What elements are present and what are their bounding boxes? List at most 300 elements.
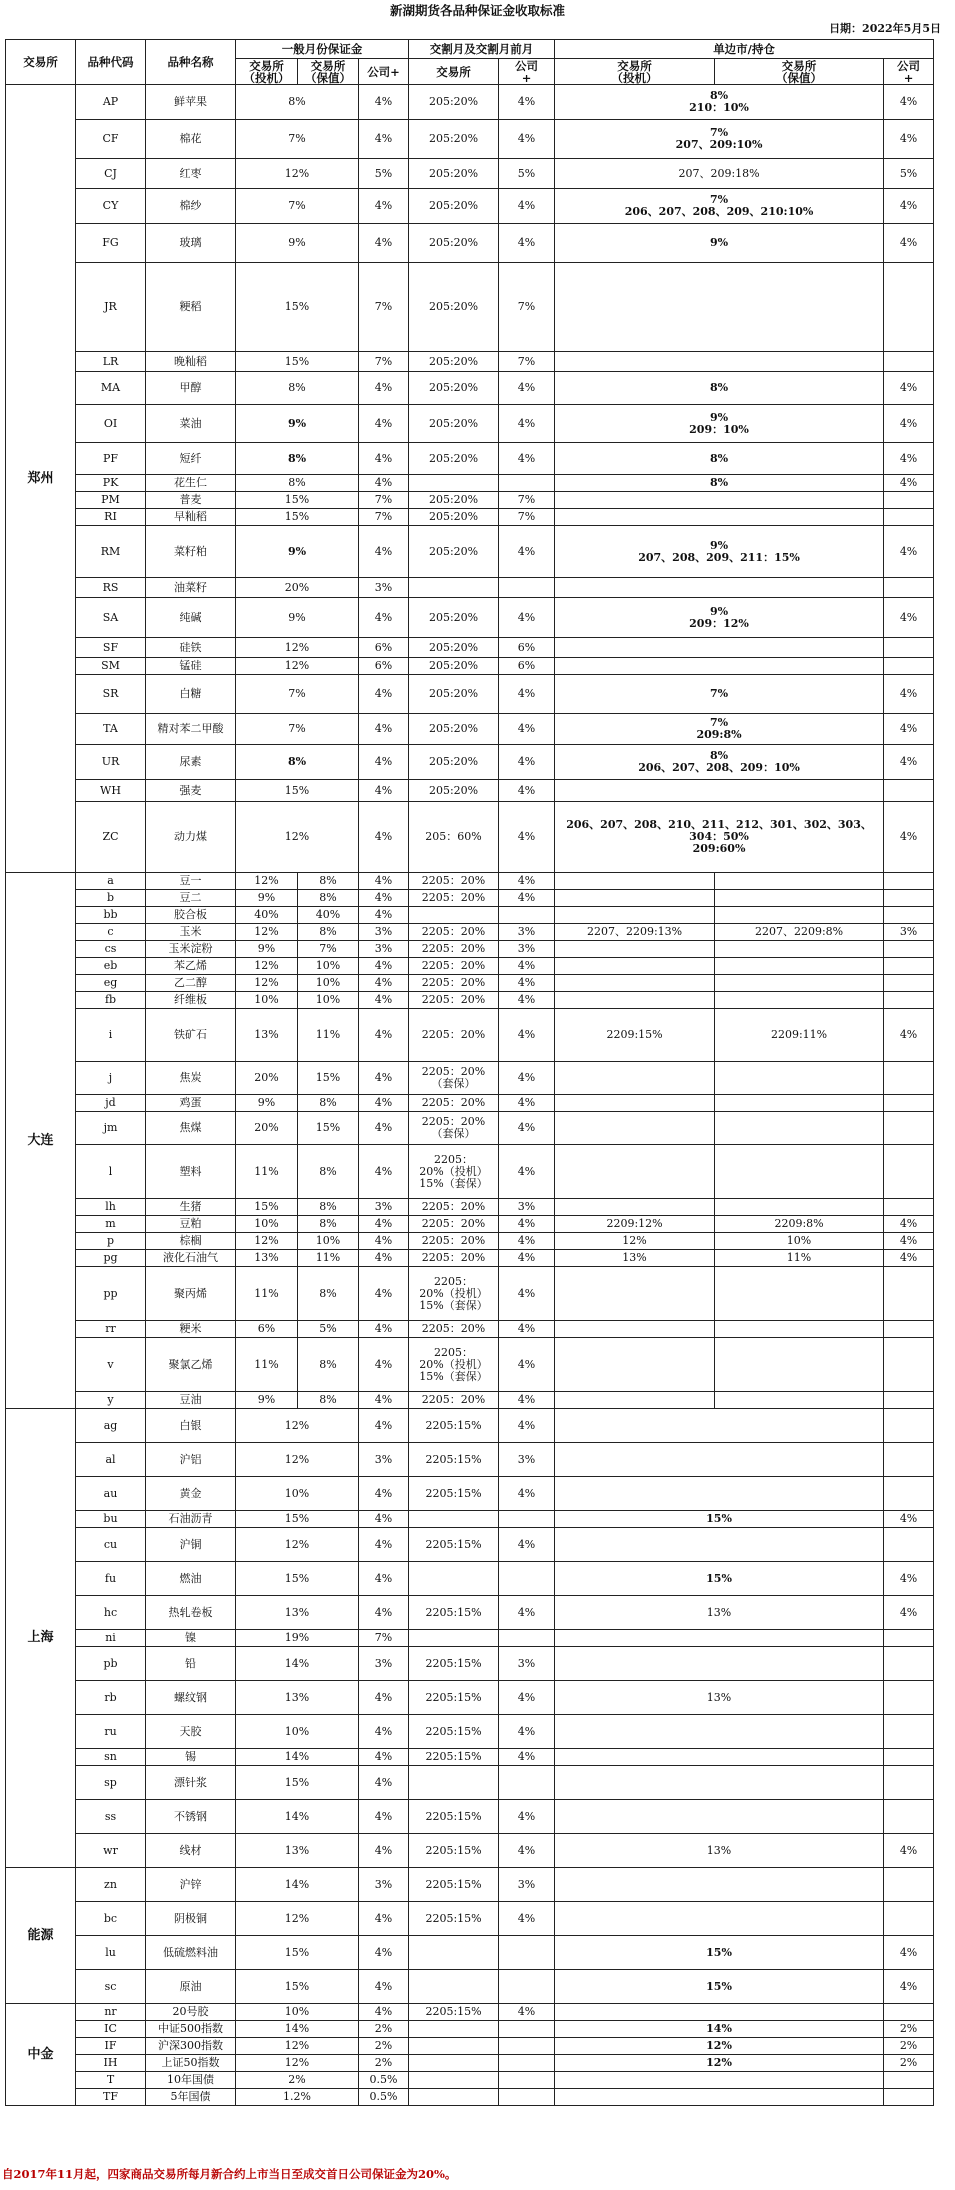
table-row: [6, 1321, 934, 1338]
product-code: pb: [76, 1647, 146, 1681]
delivery-margin: 205:20%: [409, 509, 499, 526]
margin-spec: 12%: [236, 924, 298, 941]
delivery-company-add: 4%: [499, 1800, 555, 1834]
delivery-margin: 2205:15%: [409, 1596, 499, 1630]
delivery-margin: 205:20%: [409, 526, 499, 578]
margin-hedge: 8%: [298, 1145, 359, 1199]
exchange-cell: 能源: [6, 1868, 76, 2004]
product-name: 漂针浆: [146, 1766, 236, 1800]
product-code: IC: [76, 2021, 146, 2038]
delivery-company-add: 7%: [499, 509, 555, 526]
table-row: [6, 1009, 934, 1062]
margin-general: 14%: [236, 2021, 359, 2038]
company-add: 4%: [359, 598, 409, 638]
delivery-company-add: 4%: [499, 675, 555, 714]
product-code: b: [76, 890, 146, 907]
delivery-margin: 205:20%: [409, 658, 499, 675]
single-hedge: 10%: [715, 1233, 884, 1250]
single-company-add: 4%: [884, 372, 934, 405]
table-row: [6, 372, 934, 405]
product-name: 中证500指数: [146, 2021, 236, 2038]
table-row: [6, 509, 934, 526]
table-row: [6, 1477, 934, 1511]
product-name: 油菜籽: [146, 578, 236, 598]
table-row: [6, 638, 934, 658]
product-code: bu: [76, 1511, 146, 1528]
product-code: OI: [76, 405, 146, 443]
table-row: [6, 2038, 934, 2055]
company-add: 3%: [359, 924, 409, 941]
single-company-add: [884, 2089, 934, 2106]
single-hedge: [715, 890, 884, 907]
company-add: 4%: [359, 2004, 409, 2021]
product-name: 纤维板: [146, 992, 236, 1009]
product-code: cs: [76, 941, 146, 958]
delivery-company-add: 4%: [499, 873, 555, 890]
product-code: fu: [76, 1562, 146, 1596]
product-name: 粳米: [146, 1321, 236, 1338]
product-name: 玻璃: [146, 224, 236, 263]
product-code: l: [76, 1145, 146, 1199]
company-add: 4%: [359, 675, 409, 714]
margin-general: 13%: [236, 1834, 359, 1868]
product-code: WH: [76, 780, 146, 802]
header-code: 品种代码: [76, 40, 146, 85]
delivery-company-add: 6%: [499, 658, 555, 675]
margin-hedge: 8%: [298, 1338, 359, 1392]
single-company-add: [884, 907, 934, 924]
exchange-cell: 郑州: [6, 85, 76, 873]
delivery-margin: 205:20%: [409, 372, 499, 405]
product-name: 沪深300指数: [146, 2038, 236, 2055]
margin-general: 13%: [236, 1681, 359, 1715]
delivery-margin: 2205:15%: [409, 1800, 499, 1834]
single-margin: [555, 1868, 884, 1902]
delivery-company-add: [499, 1936, 555, 1970]
single-margin: [555, 352, 884, 372]
margin-general: 8%: [236, 443, 359, 475]
single-margin: 7%: [555, 675, 884, 714]
table-row: [6, 1766, 934, 1800]
table-row: [6, 1443, 934, 1477]
single-hedge: [715, 1338, 884, 1392]
delivery-company-add: 6%: [499, 638, 555, 658]
delivery-margin: 205:20%: [409, 224, 499, 263]
margin-spec: 13%: [236, 1009, 298, 1062]
single-margin: [555, 1902, 884, 1936]
single-company-add: 4%: [884, 1511, 934, 1528]
header-name: 品种名称: [146, 40, 236, 85]
single-hedge: [715, 992, 884, 1009]
company-add: 4%: [359, 1562, 409, 1596]
company-add: 6%: [359, 638, 409, 658]
single-spec: [555, 958, 715, 975]
single-spec: 2207、2209:13%: [555, 924, 715, 941]
delivery-company-add: 4%: [499, 2004, 555, 2021]
delivery-margin: 205:20%: [409, 443, 499, 475]
product-name: 沪铝: [146, 1443, 236, 1477]
delivery-company-add: [499, 2021, 555, 2038]
company-add: 6%: [359, 658, 409, 675]
delivery-company-add: 4%: [499, 1392, 555, 1409]
single-company-add: [884, 1112, 934, 1145]
product-name: 焦炭: [146, 1062, 236, 1095]
company-add: 4%: [359, 475, 409, 492]
table-row: [6, 1630, 934, 1647]
delivery-margin: 205:20%: [409, 159, 499, 189]
product-name: 尿素: [146, 745, 236, 780]
margin-general: 10%: [236, 1715, 359, 1749]
product-name: 短纤: [146, 443, 236, 475]
company-add: 4%: [359, 907, 409, 924]
margin-general: 12%: [236, 638, 359, 658]
margin-general: 14%: [236, 1800, 359, 1834]
table-row: [6, 578, 934, 598]
margin-spec: 10%: [236, 1216, 298, 1233]
delivery-margin: 2205：20%: [409, 975, 499, 992]
table-row: [6, 1868, 934, 1902]
margin-spec: 9%: [236, 890, 298, 907]
product-name: 玉米: [146, 924, 236, 941]
product-code: lh: [76, 1199, 146, 1216]
margin-general: 15%: [236, 780, 359, 802]
product-name: 液化石油气: [146, 1250, 236, 1267]
margin-general: 15%: [236, 1970, 359, 2004]
table-row: [6, 85, 934, 120]
delivery-company-add: [499, 1562, 555, 1596]
margin-general: 15%: [236, 1562, 359, 1596]
header-exchange: 交易所: [6, 40, 76, 85]
delivery-margin: 205:20%: [409, 598, 499, 638]
table-row: [6, 1800, 934, 1834]
product-code: rr: [76, 1321, 146, 1338]
product-code: IH: [76, 2055, 146, 2072]
company-add: 4%: [359, 1970, 409, 2004]
margin-spec: 12%: [236, 1233, 298, 1250]
single-margin: [555, 1477, 884, 1511]
table-row: [6, 714, 934, 745]
single-company-add: [884, 1338, 934, 1392]
delivery-margin: 205:20%: [409, 405, 499, 443]
delivery-company-add: 4%: [499, 890, 555, 907]
product-code: pg: [76, 1250, 146, 1267]
single-margin: 15%: [555, 1936, 884, 1970]
single-hedge: [715, 873, 884, 890]
product-code: wr: [76, 1834, 146, 1868]
single-margin: 9% 209：10%: [555, 405, 884, 443]
product-code: AP: [76, 85, 146, 120]
margin-spec: 13%: [236, 1250, 298, 1267]
delivery-company-add: 3%: [499, 1868, 555, 1902]
single-hedge: [715, 1199, 884, 1216]
delivery-company-add: 4%: [499, 1715, 555, 1749]
single-margin: [555, 1766, 884, 1800]
margin-hedge: 8%: [298, 890, 359, 907]
header-ex-hedge: 交易所 （保值）: [298, 59, 359, 85]
delivery-company-add: 4%: [499, 1145, 555, 1199]
single-company-add: [884, 941, 934, 958]
product-code: CJ: [76, 159, 146, 189]
product-code: IF: [76, 2038, 146, 2055]
single-company-add: 4%: [884, 1970, 934, 2004]
margin-general: 9%: [236, 224, 359, 263]
delivery-margin: [409, 2038, 499, 2055]
delivery-company-add: 3%: [499, 1647, 555, 1681]
table-row: [6, 1902, 934, 1936]
product-code: SR: [76, 675, 146, 714]
table-row: [6, 1145, 934, 1199]
margin-spec: 15%: [236, 1199, 298, 1216]
company-add: 4%: [359, 1902, 409, 1936]
header-company: 公司+: [359, 59, 409, 85]
delivery-company-add: [499, 907, 555, 924]
single-company-add: [884, 1145, 934, 1199]
product-name: 棕榈: [146, 1233, 236, 1250]
single-company-add: 4%: [884, 85, 934, 120]
product-name: 豆二: [146, 890, 236, 907]
company-add: 4%: [359, 372, 409, 405]
single-margin: [555, 1528, 884, 1562]
delivery-margin: 205:20%: [409, 263, 499, 352]
delivery-margin: [409, 578, 499, 598]
product-name: 棉花: [146, 120, 236, 159]
single-company-add: 4%: [884, 405, 934, 443]
table-row: [6, 780, 934, 802]
single-company-add: [884, 1902, 934, 1936]
table-row: [6, 1715, 934, 1749]
single-spec: 13%: [555, 1250, 715, 1267]
company-add: 4%: [359, 443, 409, 475]
margin-spec: 9%: [236, 941, 298, 958]
single-hedge: [715, 958, 884, 975]
margin-general: 14%: [236, 1647, 359, 1681]
delivery-company-add: 4%: [499, 780, 555, 802]
table-row: [6, 1511, 934, 1528]
delivery-company-add: 7%: [499, 352, 555, 372]
single-hedge: [715, 1145, 884, 1199]
table-row: [6, 492, 934, 509]
single-margin: 206、207、208、210、211、212、301、302、303、 304：50% 209:60%: [555, 802, 884, 873]
delivery-margin: [409, 2072, 499, 2089]
delivery-margin: 205:20%: [409, 745, 499, 780]
single-company-add: 4%: [884, 526, 934, 578]
delivery-margin: 205:20%: [409, 638, 499, 658]
margin-hedge: 8%: [298, 1199, 359, 1216]
product-code: eg: [76, 975, 146, 992]
company-add: 4%: [359, 1062, 409, 1095]
company-add: 3%: [359, 941, 409, 958]
single-company-add: 4%: [884, 1233, 934, 1250]
product-name: 燃油: [146, 1562, 236, 1596]
single-margin: 7% 206、207、208、209、210:10%: [555, 189, 884, 224]
product-code: TF: [76, 2089, 146, 2106]
product-code: UR: [76, 745, 146, 780]
header-delivery: 交割月及交割月前月: [409, 40, 555, 59]
single-company-add: [884, 1199, 934, 1216]
company-add: 4%: [359, 1936, 409, 1970]
margin-hedge: 8%: [298, 1267, 359, 1321]
table-row: [6, 890, 934, 907]
company-add: 4%: [359, 1267, 409, 1321]
table-row: [6, 1199, 934, 1216]
margin-general: 14%: [236, 1868, 359, 1902]
single-margin: [555, 1715, 884, 1749]
product-code: jm: [76, 1112, 146, 1145]
margin-table: [5, 39, 934, 2106]
delivery-margin: [409, 2089, 499, 2106]
table-row: [6, 1095, 934, 1112]
product-code: sp: [76, 1766, 146, 1800]
company-add: 0.5%: [359, 2089, 409, 2106]
single-company-add: 4%: [884, 1834, 934, 1868]
single-spec: [555, 1267, 715, 1321]
single-company-add: [884, 1062, 934, 1095]
product-name: 铁矿石: [146, 1009, 236, 1062]
single-spec: 2209:15%: [555, 1009, 715, 1062]
company-add: 7%: [359, 492, 409, 509]
delivery-margin: 2205：20%: [409, 941, 499, 958]
margin-general: 13%: [236, 1596, 359, 1630]
product-name: 鲜苹果: [146, 85, 236, 120]
delivery-company-add: 3%: [499, 1199, 555, 1216]
delivery-margin: 2205:15%: [409, 1749, 499, 1766]
margin-hedge: 8%: [298, 1392, 359, 1409]
product-name: 不锈钢: [146, 1800, 236, 1834]
delivery-margin: [409, 2021, 499, 2038]
single-hedge: 2207、2209:8%: [715, 924, 884, 941]
delivery-company-add: 4%: [499, 526, 555, 578]
margin-general: 9%: [236, 405, 359, 443]
table-row: [6, 1233, 934, 1250]
product-name: 鸡蛋: [146, 1095, 236, 1112]
product-code: TA: [76, 714, 146, 745]
delivery-company-add: 3%: [499, 924, 555, 941]
single-company-add: [884, 263, 934, 352]
single-company-add: 2%: [884, 2021, 934, 2038]
margin-spec: 12%: [236, 958, 298, 975]
product-code: ag: [76, 1409, 146, 1443]
product-code: MA: [76, 372, 146, 405]
product-name: 苯乙烯: [146, 958, 236, 975]
single-company-add: [884, 1800, 934, 1834]
delivery-margin: [409, 2055, 499, 2072]
product-code: j: [76, 1062, 146, 1095]
product-name: 动力煤: [146, 802, 236, 873]
table-row: [6, 1834, 934, 1868]
company-add: 4%: [359, 1112, 409, 1145]
product-code: m: [76, 1216, 146, 1233]
company-add: 4%: [359, 1009, 409, 1062]
delivery-company-add: 4%: [499, 992, 555, 1009]
product-name: 铅: [146, 1647, 236, 1681]
single-company-add: 4%: [884, 1216, 934, 1233]
company-add: 4%: [359, 1095, 409, 1112]
table-row: [6, 1647, 934, 1681]
delivery-company-add: 3%: [499, 1443, 555, 1477]
margin-general: 15%: [236, 1766, 359, 1800]
margin-spec: 20%: [236, 1112, 298, 1145]
delivery-margin: 2205： 20%（投机） 15%（套保）: [409, 1267, 499, 1321]
delivery-margin: 2205：20%: [409, 924, 499, 941]
product-code: JR: [76, 263, 146, 352]
product-name: 沪锌: [146, 1868, 236, 1902]
single-hedge: [715, 1267, 884, 1321]
single-spec: [555, 941, 715, 958]
product-name: 胶合板: [146, 907, 236, 924]
margin-general: 12%: [236, 802, 359, 873]
margin-general: 12%: [236, 1443, 359, 1477]
header-single: 单边市/持仓: [555, 40, 934, 59]
report-date: 日期：2022年5月5日: [829, 22, 941, 35]
single-margin: [555, 263, 884, 352]
company-add: 4%: [359, 1749, 409, 1766]
single-company-add: [884, 509, 934, 526]
table-row: [6, 2072, 934, 2089]
table-row: [6, 159, 934, 189]
delivery-company-add: [499, 2055, 555, 2072]
company-add: 3%: [359, 1443, 409, 1477]
company-add: 2%: [359, 2038, 409, 2055]
delivery-company-add: 4%: [499, 1902, 555, 1936]
product-code: zn: [76, 1868, 146, 1902]
margin-spec: 12%: [236, 873, 298, 890]
company-add: 3%: [359, 578, 409, 598]
company-add: 4%: [359, 714, 409, 745]
delivery-margin: [409, 1562, 499, 1596]
margin-general: 15%: [236, 1511, 359, 1528]
single-company-add: [884, 873, 934, 890]
delivery-margin: [409, 907, 499, 924]
product-name: 阴极铜: [146, 1902, 236, 1936]
margin-hedge: 5%: [298, 1321, 359, 1338]
single-company-add: 4%: [884, 443, 934, 475]
single-spec: [555, 992, 715, 1009]
table-row: [6, 443, 934, 475]
margin-hedge: 40%: [298, 907, 359, 924]
product-name: 普麦: [146, 492, 236, 509]
delivery-margin: 205:20%: [409, 780, 499, 802]
delivery-company-add: [499, 2072, 555, 2089]
margin-hedge: 15%: [298, 1112, 359, 1145]
product-code: p: [76, 1233, 146, 1250]
single-company-add: [884, 658, 934, 675]
delivery-company-add: 4%: [499, 1477, 555, 1511]
product-name: 5年国债: [146, 2089, 236, 2106]
margin-spec: 11%: [236, 1267, 298, 1321]
company-add: 2%: [359, 2055, 409, 2072]
single-margin: 8%: [555, 372, 884, 405]
company-add: 2%: [359, 2021, 409, 2038]
single-spec: [555, 1145, 715, 1199]
delivery-margin: 2205:15%: [409, 1477, 499, 1511]
delivery-company-add: 4%: [499, 1321, 555, 1338]
product-name: 晚籼稻: [146, 352, 236, 372]
delivery-company-add: [499, 2038, 555, 2055]
company-add: 4%: [359, 1511, 409, 1528]
margin-general: 15%: [236, 492, 359, 509]
company-add: 4%: [359, 1834, 409, 1868]
single-margin: 7% 207、209:10%: [555, 120, 884, 159]
table-row: [6, 352, 934, 372]
margin-general: 8%: [236, 475, 359, 492]
product-name: 黄金: [146, 1477, 236, 1511]
product-code: SM: [76, 658, 146, 675]
single-margin: [555, 2004, 884, 2021]
product-name: 沪铜: [146, 1528, 236, 1562]
margin-general: 15%: [236, 509, 359, 526]
company-add: 4%: [359, 873, 409, 890]
company-add: 4%: [359, 1596, 409, 1630]
